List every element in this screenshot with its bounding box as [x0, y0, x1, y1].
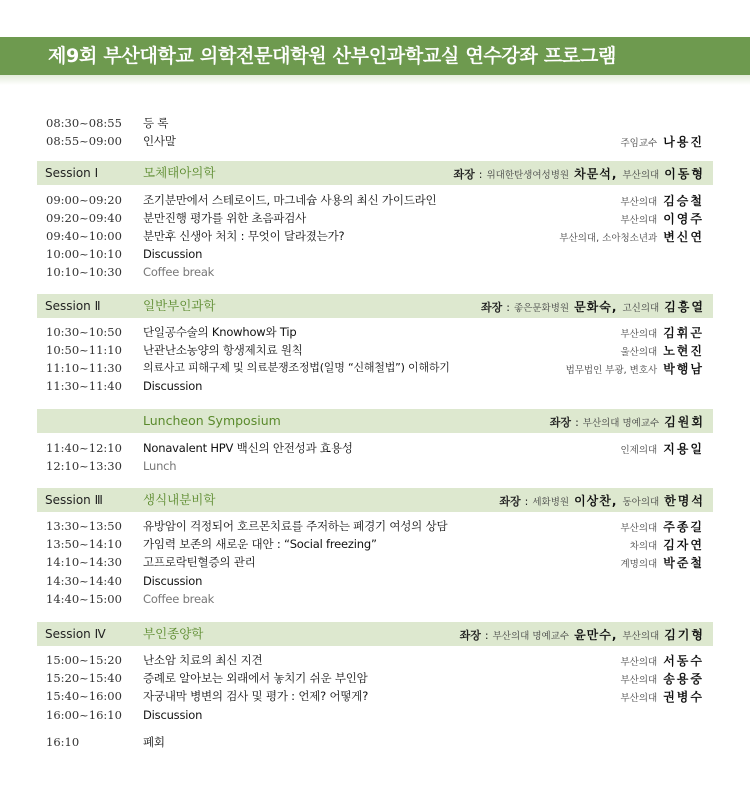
row-speaker [621, 687, 705, 708]
row-title: 인사말 [143, 134, 176, 148]
speaker-affiliation: 주임교수 [620, 138, 658, 149]
row-title: Discussion [143, 379, 203, 393]
session-topic: 부인종양학 [143, 626, 204, 641]
program-row-greeting [0, 132, 750, 150]
row-title: Coffee break [143, 592, 215, 606]
row-title: Nonavalent HPV 백신의 안전성과 효용성 [143, 441, 353, 455]
chair-label: 좌장 [481, 301, 503, 314]
chair-name: 한명석 [664, 494, 705, 508]
speaker-affiliation: 부산의대, 소아청소년과 [559, 233, 658, 244]
row-time: 16:10 [46, 735, 80, 749]
row-time: 10:00~10:10 [46, 247, 122, 261]
speaker-name: 김자연 [663, 538, 704, 552]
row-time: 15:40~16:00 [46, 689, 122, 703]
program-row [0, 706, 750, 724]
chair-affiliation: 세화병원 [532, 497, 570, 508]
row-time: 14:40~15:00 [46, 592, 122, 606]
row-time: 12:10~13:30 [46, 459, 122, 473]
chair-affiliation: 부산의대 명예교수 [492, 631, 570, 642]
row-title: 증례로 알아보는 외래에서 놓치기 쉬운 부인암 [143, 671, 368, 685]
speaker-affiliation: 울산의대 [620, 347, 658, 358]
speaker-name: 나용진 [663, 135, 704, 149]
row-title: 폐회 [143, 735, 165, 749]
program-row [0, 323, 750, 341]
speaker-affiliation: 부산의대 [620, 215, 658, 226]
speaker-affiliation: 부산의대 [620, 675, 658, 686]
chair-name: 문화숙, [574, 300, 618, 314]
program-row [0, 191, 750, 209]
speaker-name: 이영주 [663, 212, 704, 226]
speaker-affiliation: 차의대 [629, 541, 658, 552]
speaker-affiliation: 부산의대 [620, 693, 658, 704]
speaker-name: 송용중 [663, 672, 704, 686]
chair-name: 김원회 [664, 415, 705, 429]
program-row [0, 263, 750, 281]
row-title: 난소암 치료의 최신 지견 [143, 653, 263, 667]
session-label: Session Ⅰ [45, 166, 99, 180]
session-chair: 좌장 : 부산의대 명예교수 김원회 [549, 415, 705, 429]
program-row [0, 439, 750, 457]
speaker-name: 김휘곤 [663, 326, 704, 340]
row-time: 10:30~10:50 [46, 325, 122, 339]
chair-affiliation: 부산의대 [622, 170, 660, 181]
session-topic: Luncheon Symposium [143, 413, 281, 428]
speaker-affiliation: 부산의대 [620, 197, 658, 208]
session-topic: 모체태아의학 [143, 165, 216, 180]
row-title: 고프로락틴혈증의 관리 [143, 555, 256, 569]
chair-label: 좌장 [453, 168, 475, 181]
program-row [0, 553, 750, 571]
row-speaker [621, 132, 705, 153]
row-title: 조기분만에서 스테로이드, 마그네슘 사용의 최신 가이드라인 [143, 193, 437, 207]
row-time: 11:40~12:10 [46, 441, 122, 455]
row-time: 08:55~09:00 [46, 134, 122, 148]
session-header [37, 488, 713, 512]
session-chair: 좌장 : 세화병원 이상찬, 동아의대 한명석 [499, 494, 705, 508]
speaker-name: 지용일 [663, 442, 704, 456]
row-title: Discussion [143, 247, 203, 261]
speaker-affiliation: 인제의대 [620, 445, 658, 456]
row-title: Lunch [143, 459, 177, 473]
session-label: Session Ⅳ [45, 627, 106, 641]
row-time: 15:00~15:20 [46, 653, 122, 667]
session-header [37, 161, 713, 185]
program-row [0, 517, 750, 535]
page-title: 제9회 부산대학교 의학전문대학원 산부인과학교실 연수강좌 프로그램 [48, 45, 617, 67]
row-title: 가임력 보존의 새로운 대안 : “Social freezing” [143, 537, 377, 551]
speaker-affiliation: 부산의대 [620, 329, 658, 340]
session-topic: 생식내분비학 [143, 492, 216, 507]
title-banner [0, 37, 750, 75]
program-row [0, 535, 750, 553]
row-title: Coffee break [143, 265, 215, 279]
chair-affiliation: 부산의대 명예교수 [582, 418, 660, 429]
chair-name: 차문석, [574, 167, 618, 181]
program-row [0, 590, 750, 608]
row-title: 분만후 신생아 처치 : 무엇이 달라졌는가? [143, 229, 345, 243]
row-time: 09:40~10:00 [46, 229, 122, 243]
row-time: 09:00~09:20 [46, 193, 122, 207]
row-time: 10:50~11:10 [46, 343, 122, 357]
speaker-affiliation: 부산의대 [620, 523, 658, 534]
row-title: 자궁내막 병변의 검사 및 평가 : 언제? 어떻게? [143, 689, 369, 703]
row-time: 09:20~09:40 [46, 211, 122, 225]
row-time: 16:00~16:10 [46, 708, 122, 722]
chair-affiliation: 고신의대 [622, 303, 660, 314]
session-header [37, 622, 713, 646]
speaker-name: 주종길 [663, 520, 704, 534]
program-row [0, 687, 750, 705]
chair-label: 좌장 [499, 495, 521, 508]
chair-name: 윤만수, [574, 628, 618, 642]
row-title: 유방암이 걱정되어 호르몬치료를 주저하는 폐경기 여성의 상담 [143, 519, 448, 533]
session-chair: 좌장 : 부산의대 명예교수 윤만수, 부산의대 김기형 [459, 628, 705, 642]
row-title: Discussion [143, 574, 203, 588]
row-time: 11:10~11:30 [46, 361, 122, 375]
banner-shadow [0, 75, 750, 85]
row-time: 14:30~14:40 [46, 574, 122, 588]
row-time: 10:10~10:30 [46, 265, 122, 279]
row-time: 11:30~11:40 [46, 379, 122, 393]
program-row [0, 209, 750, 227]
chair-name: 김흥열 [664, 300, 705, 314]
chair-label: 좌장 [549, 416, 572, 429]
session-header [37, 409, 713, 433]
program-row [0, 245, 750, 263]
speaker-affiliation: 부산의대 [620, 657, 658, 668]
row-title: 등 록 [143, 116, 169, 130]
row-time: 14:10~14:30 [46, 555, 122, 569]
program-row [0, 651, 750, 669]
program-row [0, 572, 750, 590]
speaker-name: 권병수 [663, 690, 704, 704]
row-time: 15:20~15:40 [46, 671, 122, 685]
session-chair: 좌장 : 좋은문화병원 문화숙, 고신의대 김흥열 [481, 300, 705, 314]
speaker-name: 서동수 [663, 654, 704, 668]
chair-label: 좌장 [459, 629, 481, 642]
row-title: 단일공수술의 Knowhow와 Tip [143, 325, 297, 339]
row-time: 13:30~13:50 [46, 519, 122, 533]
row-title: Discussion [143, 708, 203, 722]
speaker-name: 김승철 [663, 194, 704, 208]
speaker-name: 박준철 [663, 556, 704, 570]
session-topic: 일반부인과학 [143, 298, 216, 313]
program-row-closing [0, 733, 750, 751]
chair-affiliation: 동아의대 [622, 497, 660, 508]
chair-name: 이동형 [664, 167, 705, 181]
program-row [0, 359, 750, 377]
program-row [0, 669, 750, 687]
chair-affiliation: 좋은문화병원 [514, 303, 570, 314]
row-time: 08:30~08:55 [46, 116, 122, 130]
speaker-name: 변신연 [663, 230, 704, 244]
row-title: 난관난소농양의 항생제치료 원칙 [143, 343, 303, 357]
program-row [0, 227, 750, 245]
speaker-name: 노현진 [663, 344, 704, 358]
chair-affiliation: 부산의대 [622, 631, 660, 642]
session-chair: 좌장 : 위대한탄생여성병원 차문석, 부산의대 이동형 [453, 167, 705, 181]
program-row-registration [0, 114, 750, 132]
program-row [0, 377, 750, 395]
row-speaker [621, 553, 705, 574]
chair-name: 이상찬, [574, 494, 618, 508]
row-title: 의료사고 피해구제 및 의료분쟁조정법(일명 “신해철법”) 이해하기 [143, 361, 450, 374]
session-header [37, 294, 713, 318]
session-label: Session Ⅱ [45, 299, 101, 313]
chair-affiliation: 위대한탄생여성병원 [486, 170, 570, 181]
program-row [0, 341, 750, 359]
speaker-affiliation: 계명의대 [620, 559, 658, 570]
speaker-affiliation: 법무법인 부광, 변호사 [565, 365, 658, 376]
row-time: 13:50~14:10 [46, 537, 122, 551]
session-label: Session Ⅲ [45, 493, 103, 507]
chair-name: 김기형 [664, 628, 705, 642]
program-row [0, 457, 750, 475]
row-title: 분만진행 평가를 위한 초음파검사 [143, 211, 307, 225]
speaker-name: 박행남 [663, 362, 704, 376]
